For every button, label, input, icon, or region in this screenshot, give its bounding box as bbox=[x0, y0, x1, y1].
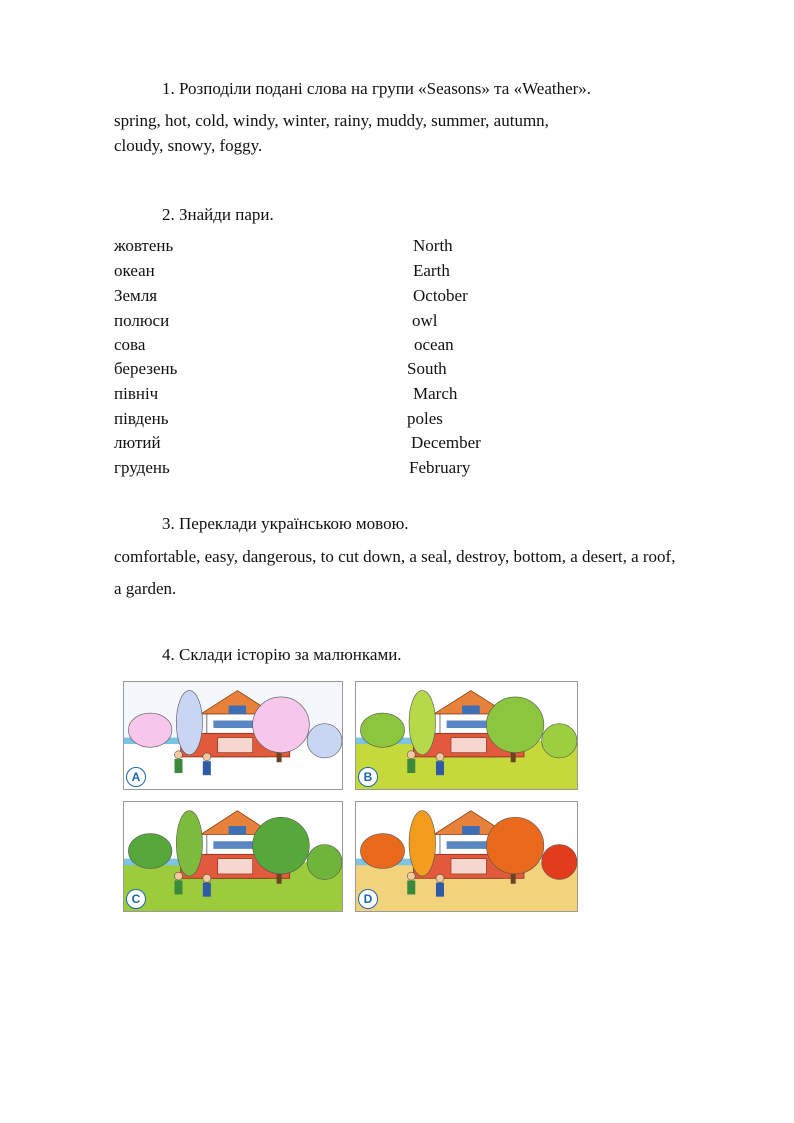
person-body bbox=[407, 880, 415, 894]
tree bbox=[486, 817, 543, 874]
list-item: February bbox=[409, 458, 471, 477]
bush bbox=[128, 834, 172, 869]
person-head bbox=[203, 753, 211, 761]
list-item: Earth bbox=[413, 261, 450, 280]
picture-label: A bbox=[126, 767, 146, 787]
picture-label: B bbox=[358, 767, 378, 787]
bush bbox=[128, 713, 172, 747]
list-item: North bbox=[413, 236, 453, 255]
house-door bbox=[451, 859, 486, 874]
list-item: лютий bbox=[114, 433, 161, 452]
list-item: жовтень bbox=[114, 236, 174, 255]
house-door bbox=[218, 738, 253, 753]
task3-words-line1: comfortable, easy, dangerous, to cut down, a seal, destroy, bottom, a desert, a roof, bbox=[114, 547, 676, 566]
tree bbox=[253, 697, 310, 753]
task3-words-line2: a garden. bbox=[114, 579, 177, 598]
picture-a bbox=[123, 681, 343, 790]
list-item: березень bbox=[114, 359, 178, 378]
person-body bbox=[203, 761, 211, 775]
person-head bbox=[203, 874, 211, 882]
task1-heading: 1. Розподіли подані слова на групи «Seasons» та «Weather». bbox=[162, 79, 592, 98]
house-window bbox=[462, 706, 480, 715]
list-item: March bbox=[413, 384, 458, 403]
task1-words-line1: spring, hot, cold, windy, winter, rainy, muddy, summer, autumn, bbox=[114, 111, 549, 130]
person-head bbox=[407, 872, 415, 880]
list-item: полюси bbox=[114, 311, 170, 330]
bush bbox=[307, 724, 342, 758]
picture-b bbox=[355, 681, 578, 790]
house-window bbox=[229, 826, 246, 835]
list-item: owl bbox=[412, 311, 438, 330]
picture-c bbox=[123, 801, 343, 912]
task1-words-line2: cloudy, snowy, foggy. bbox=[114, 136, 263, 155]
person-body bbox=[436, 761, 444, 775]
bush bbox=[360, 713, 404, 747]
person-body bbox=[203, 883, 211, 897]
picture-label: D bbox=[358, 889, 378, 909]
person-head bbox=[436, 753, 444, 761]
list-item: December bbox=[411, 433, 481, 452]
person-head bbox=[407, 751, 415, 759]
person-head bbox=[175, 751, 183, 759]
person-body bbox=[436, 883, 444, 897]
task4-heading: 4. Склади історію за малюнками. bbox=[162, 645, 402, 664]
bush bbox=[542, 724, 577, 758]
tree bbox=[176, 691, 202, 755]
tree bbox=[176, 811, 202, 876]
tree bbox=[409, 811, 436, 876]
list-item: сова bbox=[114, 335, 146, 354]
house-window bbox=[229, 706, 246, 715]
task3-heading: 3. Переклади українською мовою. bbox=[162, 514, 409, 533]
person-body bbox=[175, 880, 183, 894]
house-window bbox=[462, 826, 480, 835]
house-door bbox=[218, 859, 253, 874]
list-item: північ bbox=[114, 384, 159, 403]
list-item: Земля bbox=[114, 286, 158, 305]
list-item: South bbox=[407, 359, 447, 378]
task2-heading: 2. Знайди пари. bbox=[162, 205, 274, 224]
list-item: океан bbox=[114, 261, 155, 280]
person-body bbox=[407, 759, 415, 773]
bush bbox=[307, 845, 342, 880]
list-item: південь bbox=[114, 409, 169, 428]
person-head bbox=[175, 872, 183, 880]
list-item: грудень bbox=[114, 458, 170, 477]
tree bbox=[486, 697, 543, 753]
list-item: October bbox=[413, 286, 468, 305]
list-item: poles bbox=[407, 409, 443, 428]
bush bbox=[360, 834, 404, 869]
person-head bbox=[436, 874, 444, 882]
house-door bbox=[451, 738, 486, 753]
bush bbox=[542, 845, 577, 880]
picture-d bbox=[355, 801, 578, 912]
tree bbox=[409, 691, 436, 755]
tree bbox=[253, 817, 310, 874]
picture-label: C bbox=[126, 889, 146, 909]
person-body bbox=[175, 759, 183, 773]
list-item: ocean bbox=[414, 335, 454, 354]
